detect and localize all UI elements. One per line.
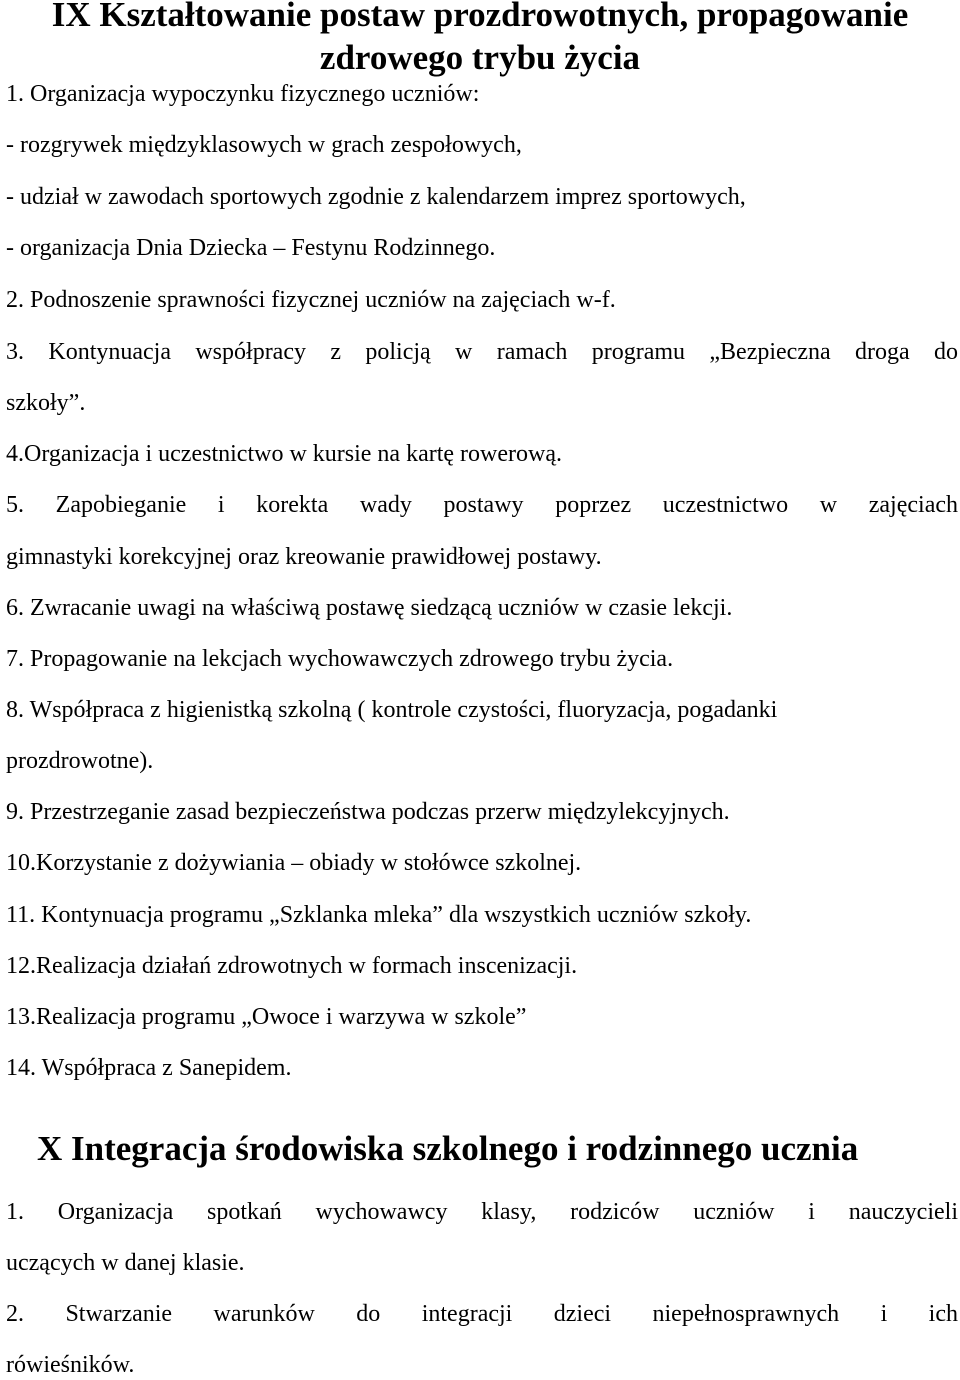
text-line: 11. Kontynuacja programu „Szklanka mleka” dla wszystkich uczniów szkoły. bbox=[6, 902, 752, 928]
section-9-heading: IX Kształtowanie postaw prozdrowotnych, propagowanie bbox=[51, 0, 909, 34]
text-line: - organizacja Dnia Dziecka – Festynu Rodzinnego. bbox=[6, 235, 496, 261]
text-line: 1. Organizacja wypoczynku fizycznego uczniów: bbox=[6, 81, 480, 107]
text-line: 6. Zwracanie uwagi na właściwą postawę siedzącą uczniów w czasie lekcji. bbox=[6, 595, 733, 621]
section-9-heading-continued: zdrowego trybu życia bbox=[319, 38, 641, 77]
text-line: 2. Stwarzanie warunków do integracji dzieci niepełnosprawnych i ich bbox=[6, 1301, 958, 1327]
text-line: 13.Realizacja programu „Owoce i warzywa w szkole” bbox=[6, 1004, 527, 1030]
text-line: 12.Realizacja działań zdrowotnych w formach inscenizacji. bbox=[6, 953, 578, 979]
section-10-heading: X Integracja środowiska szkolnego i rodzinnego ucznia bbox=[37, 1129, 859, 1168]
text-line: 7. Propagowanie na lekcjach wychowawczych zdrowego trybu życia. bbox=[6, 646, 674, 672]
text-line: 8. Współpraca z higienistką szkolną ( kontrole czystości, fluoryzacja, pogadanki bbox=[6, 697, 778, 723]
text-line: 10.Korzystanie z dożywiania – obiady w stołówce szkolnej. bbox=[6, 850, 582, 876]
text-line: - rozgrywek międzyklasowych w grach zespołowych, bbox=[6, 132, 522, 158]
text-line: 4.Organizacja i uczestnictwo w kursie na kartę rowerową. bbox=[6, 441, 562, 467]
text-line: prozdrowotne). bbox=[6, 748, 154, 774]
text-line: 3. Kontynuacja współpracy z policją w ramach programu „Bezpieczna droga do bbox=[6, 339, 958, 365]
text-line: 1. Organizacja spotkań wychowawcy klasy, rodziców uczniów i nauczycieli bbox=[6, 1199, 958, 1225]
text-line: 14. Współpraca z Sanepidem. bbox=[6, 1055, 292, 1081]
text-line: szkoły”. bbox=[6, 390, 86, 416]
text-line: rówieśników. bbox=[6, 1352, 135, 1378]
text-line: 5. Zapobieganie i korekta wady postawy poprzez uczestnictwo w zajęciach bbox=[6, 492, 958, 518]
text-line: 9. Przestrzeganie zasad bezpieczeństwa podczas przerw międzylekcyjnych. bbox=[6, 799, 730, 825]
text-line: - udział w zawodach sportowych zgodnie z kalendarzem imprez sportowych, bbox=[6, 184, 746, 210]
text-line: 2. Podnoszenie sprawności fizycznej uczniów na zajęciach w-f. bbox=[6, 287, 616, 313]
text-line: gimnastyki korekcyjnej oraz kreowanie prawidłowej postawy. bbox=[6, 544, 602, 570]
text-line: uczących w danej klasie. bbox=[6, 1250, 245, 1276]
